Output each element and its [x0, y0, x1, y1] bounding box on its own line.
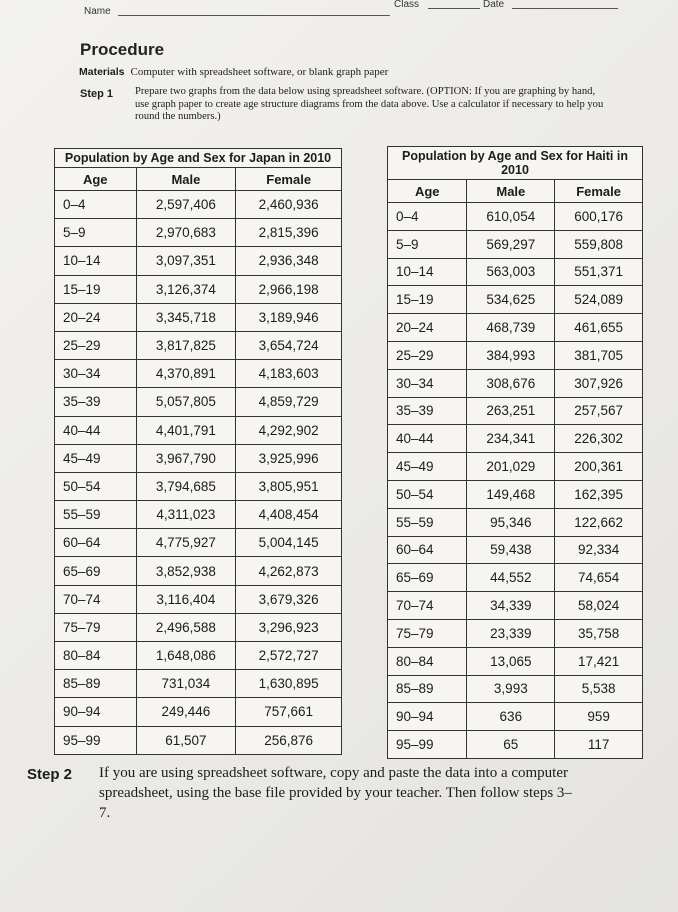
male-cell: 1,648,086 — [136, 642, 236, 670]
table-row — [55, 191, 342, 219]
age-cell: 55–59 — [55, 501, 137, 529]
age-cell: 15–19 — [55, 275, 137, 303]
age-cell: 85–89 — [388, 675, 467, 703]
class-label: Class — [394, 0, 420, 10]
female-cell: 5,004,145 — [236, 529, 342, 557]
female-cell: 4,262,873 — [236, 557, 342, 585]
female-cell: 600,176 — [555, 203, 643, 231]
age-cell: 20–24 — [55, 303, 137, 331]
step2-text: If you are using spreadsheet software, copy and paste the data into a computer spreadsheet, using the base file provided by your teacher. Then follow steps 3–7. — [99, 765, 572, 821]
table-row — [388, 341, 643, 369]
female-cell: 757,661 — [236, 698, 342, 726]
japan-table-title: Population by Age and Sex for Japan in 2010 — [55, 149, 342, 168]
procedure-title: Procedure — [80, 40, 165, 59]
male-cell: 3,126,374 — [136, 275, 236, 303]
age-cell: 30–34 — [388, 369, 467, 397]
male-cell: 2,597,406 — [136, 191, 236, 219]
japan-column-headers — [55, 168, 342, 191]
female-cell: 257,567 — [555, 397, 643, 425]
haiti-table-body — [388, 203, 643, 759]
male-cell: 3,817,825 — [136, 331, 236, 359]
male-cell: 23,339 — [467, 619, 555, 647]
male-cell: 95,346 — [467, 508, 555, 536]
haiti-column-headers — [388, 180, 643, 203]
female-cell: 524,089 — [555, 286, 643, 314]
male-cell: 610,054 — [467, 203, 555, 231]
table-row — [55, 275, 342, 303]
table-row — [55, 219, 342, 247]
name-label: Name — [84, 6, 111, 17]
male-cell: 563,003 — [467, 258, 555, 286]
male-cell: 2,970,683 — [136, 219, 236, 247]
table-row — [388, 203, 643, 231]
age-cell: 80–84 — [388, 647, 467, 675]
male-cell: 3,993 — [467, 675, 555, 703]
table-row — [55, 726, 342, 754]
step1-text: Prepare two graphs from the data below using spreadsheet software. (OPTION: If you are graphing by hand, use graph paper to create age structure diagrams from the data above. Use a calculator if necessary to help you round the numbers.) — [135, 86, 604, 123]
female-cell: 74,654 — [555, 564, 643, 592]
table-row — [388, 369, 643, 397]
table-row — [55, 444, 342, 472]
female-cell: 3,679,326 — [236, 585, 342, 613]
materials-label: Materials — [79, 66, 125, 78]
table-row — [388, 592, 643, 620]
table-row — [388, 397, 643, 425]
male-cell: 34,339 — [467, 592, 555, 620]
age-cell: 10–14 — [55, 247, 137, 275]
age-cell: 85–89 — [55, 670, 137, 698]
japan-col-header: Age — [55, 168, 137, 191]
male-cell: 61,507 — [136, 726, 236, 754]
age-cell: 40–44 — [55, 416, 137, 444]
female-cell: 959 — [555, 703, 643, 731]
table-row — [388, 675, 643, 703]
female-cell: 551,371 — [555, 258, 643, 286]
age-cell: 95–99 — [55, 726, 137, 754]
male-cell: 59,438 — [467, 536, 555, 564]
haiti-col-header: Age — [388, 180, 467, 203]
age-cell: 60–64 — [388, 536, 467, 564]
age-cell: 20–24 — [388, 314, 467, 342]
table-row — [388, 480, 643, 508]
male-cell: 534,625 — [467, 286, 555, 314]
table-row — [55, 416, 342, 444]
japan-col-header: Female — [236, 168, 342, 191]
male-cell: 4,775,927 — [136, 529, 236, 557]
female-cell: 307,926 — [555, 369, 643, 397]
age-cell: 40–44 — [388, 425, 467, 453]
male-cell: 263,251 — [467, 397, 555, 425]
female-cell: 381,705 — [555, 341, 643, 369]
female-cell: 4,408,454 — [236, 501, 342, 529]
table-row — [55, 303, 342, 331]
female-cell: 4,292,902 — [236, 416, 342, 444]
female-cell: 1,630,895 — [236, 670, 342, 698]
male-cell: 468,739 — [467, 314, 555, 342]
age-cell: 60–64 — [55, 529, 137, 557]
table-row — [55, 501, 342, 529]
female-cell: 162,395 — [555, 480, 643, 508]
age-cell: 35–39 — [388, 397, 467, 425]
female-cell: 226,302 — [555, 425, 643, 453]
female-cell: 35,758 — [555, 619, 643, 647]
male-cell: 4,401,791 — [136, 416, 236, 444]
step2-label: Step 2 — [27, 766, 73, 783]
male-cell: 149,468 — [467, 480, 555, 508]
materials-text: Computer with spreadsheet software, or blank graph paper — [130, 66, 389, 78]
female-cell: 2,572,727 — [236, 642, 342, 670]
materials-line — [79, 66, 388, 78]
female-cell: 4,183,603 — [236, 360, 342, 388]
table-row — [55, 585, 342, 613]
male-cell: 3,116,404 — [136, 585, 236, 613]
table-row — [55, 698, 342, 726]
age-cell: 0–4 — [55, 191, 137, 219]
table-row — [388, 619, 643, 647]
table-row — [388, 536, 643, 564]
age-cell: 80–84 — [55, 642, 137, 670]
age-cell: 90–94 — [388, 703, 467, 731]
male-cell: 3,852,938 — [136, 557, 236, 585]
male-cell: 308,676 — [467, 369, 555, 397]
japan-col-header: Male — [136, 168, 236, 191]
male-cell: 2,496,588 — [136, 613, 236, 641]
haiti-population-table — [387, 146, 643, 759]
age-cell: 95–99 — [388, 731, 467, 759]
female-cell: 2,815,396 — [236, 219, 342, 247]
male-cell: 13,065 — [467, 647, 555, 675]
female-cell: 17,421 — [555, 647, 643, 675]
age-cell: 70–74 — [388, 592, 467, 620]
male-cell: 65 — [467, 731, 555, 759]
male-cell: 3,097,351 — [136, 247, 236, 275]
female-cell: 122,662 — [555, 508, 643, 536]
table-row — [55, 360, 342, 388]
table-row — [55, 613, 342, 641]
japan-table-body — [55, 191, 342, 755]
age-cell: 65–69 — [388, 564, 467, 592]
table-row — [388, 453, 643, 481]
table-row — [388, 564, 643, 592]
female-cell: 58,024 — [555, 592, 643, 620]
female-cell: 3,654,724 — [236, 331, 342, 359]
male-cell: 44,552 — [467, 564, 555, 592]
male-cell: 4,370,891 — [136, 360, 236, 388]
table-row — [388, 508, 643, 536]
age-cell: 50–54 — [388, 480, 467, 508]
age-cell: 70–74 — [55, 585, 137, 613]
table-row — [388, 731, 643, 759]
female-cell: 117 — [555, 731, 643, 759]
female-cell: 2,966,198 — [236, 275, 342, 303]
name-line — [118, 15, 390, 16]
date-line — [512, 8, 618, 9]
age-cell: 5–9 — [55, 219, 137, 247]
japan-population-table — [54, 148, 342, 755]
age-cell: 30–34 — [55, 360, 137, 388]
female-cell: 559,808 — [555, 230, 643, 258]
table-row — [55, 247, 342, 275]
age-cell: 0–4 — [388, 203, 467, 231]
age-cell: 35–39 — [55, 388, 137, 416]
haiti-col-header: Male — [467, 180, 555, 203]
age-cell: 50–54 — [55, 472, 137, 500]
male-cell: 569,297 — [467, 230, 555, 258]
table-row — [55, 331, 342, 359]
age-cell: 90–94 — [55, 698, 137, 726]
table-row — [388, 286, 643, 314]
age-cell: 25–29 — [388, 341, 467, 369]
haiti-table-title: Population by Age and Sex for Haiti in 2010 — [388, 147, 643, 180]
male-cell: 3,794,685 — [136, 472, 236, 500]
male-cell: 384,993 — [467, 341, 555, 369]
female-cell: 461,655 — [555, 314, 643, 342]
table-row — [55, 472, 342, 500]
female-cell: 3,925,996 — [236, 444, 342, 472]
table-row — [55, 642, 342, 670]
table-row — [388, 647, 643, 675]
table-row — [388, 425, 643, 453]
male-cell: 3,345,718 — [136, 303, 236, 331]
age-cell: 10–14 — [388, 258, 467, 286]
male-cell: 5,057,805 — [136, 388, 236, 416]
table-row — [388, 703, 643, 731]
male-cell: 4,311,023 — [136, 501, 236, 529]
male-cell: 3,967,790 — [136, 444, 236, 472]
date-label: Date — [483, 0, 505, 10]
haiti-col-header: Female — [555, 180, 643, 203]
age-cell: 45–49 — [388, 453, 467, 481]
step1-label: Step 1 — [80, 88, 114, 100]
table-row — [55, 529, 342, 557]
table-row — [55, 670, 342, 698]
female-cell: 5,538 — [555, 675, 643, 703]
age-cell: 25–29 — [55, 331, 137, 359]
female-cell: 2,936,348 — [236, 247, 342, 275]
table-row — [388, 230, 643, 258]
female-cell: 3,189,946 — [236, 303, 342, 331]
age-cell: 75–79 — [55, 613, 137, 641]
class-line — [428, 8, 480, 9]
male-cell: 636 — [467, 703, 555, 731]
table-row — [55, 388, 342, 416]
female-cell: 4,859,729 — [236, 388, 342, 416]
age-cell: 75–79 — [388, 619, 467, 647]
female-cell: 3,296,923 — [236, 613, 342, 641]
female-cell: 92,334 — [555, 536, 643, 564]
female-cell: 3,805,951 — [236, 472, 342, 500]
female-cell: 200,361 — [555, 453, 643, 481]
age-cell: 55–59 — [388, 508, 467, 536]
age-cell: 45–49 — [55, 444, 137, 472]
age-cell: 15–19 — [388, 286, 467, 314]
male-cell: 249,446 — [136, 698, 236, 726]
female-cell: 2,460,936 — [236, 191, 342, 219]
table-row — [55, 557, 342, 585]
age-cell: 5–9 — [388, 230, 467, 258]
male-cell: 234,341 — [467, 425, 555, 453]
table-row — [388, 258, 643, 286]
male-cell: 201,029 — [467, 453, 555, 481]
male-cell: 731,034 — [136, 670, 236, 698]
age-cell: 65–69 — [55, 557, 137, 585]
table-row — [388, 314, 643, 342]
female-cell: 256,876 — [236, 726, 342, 754]
